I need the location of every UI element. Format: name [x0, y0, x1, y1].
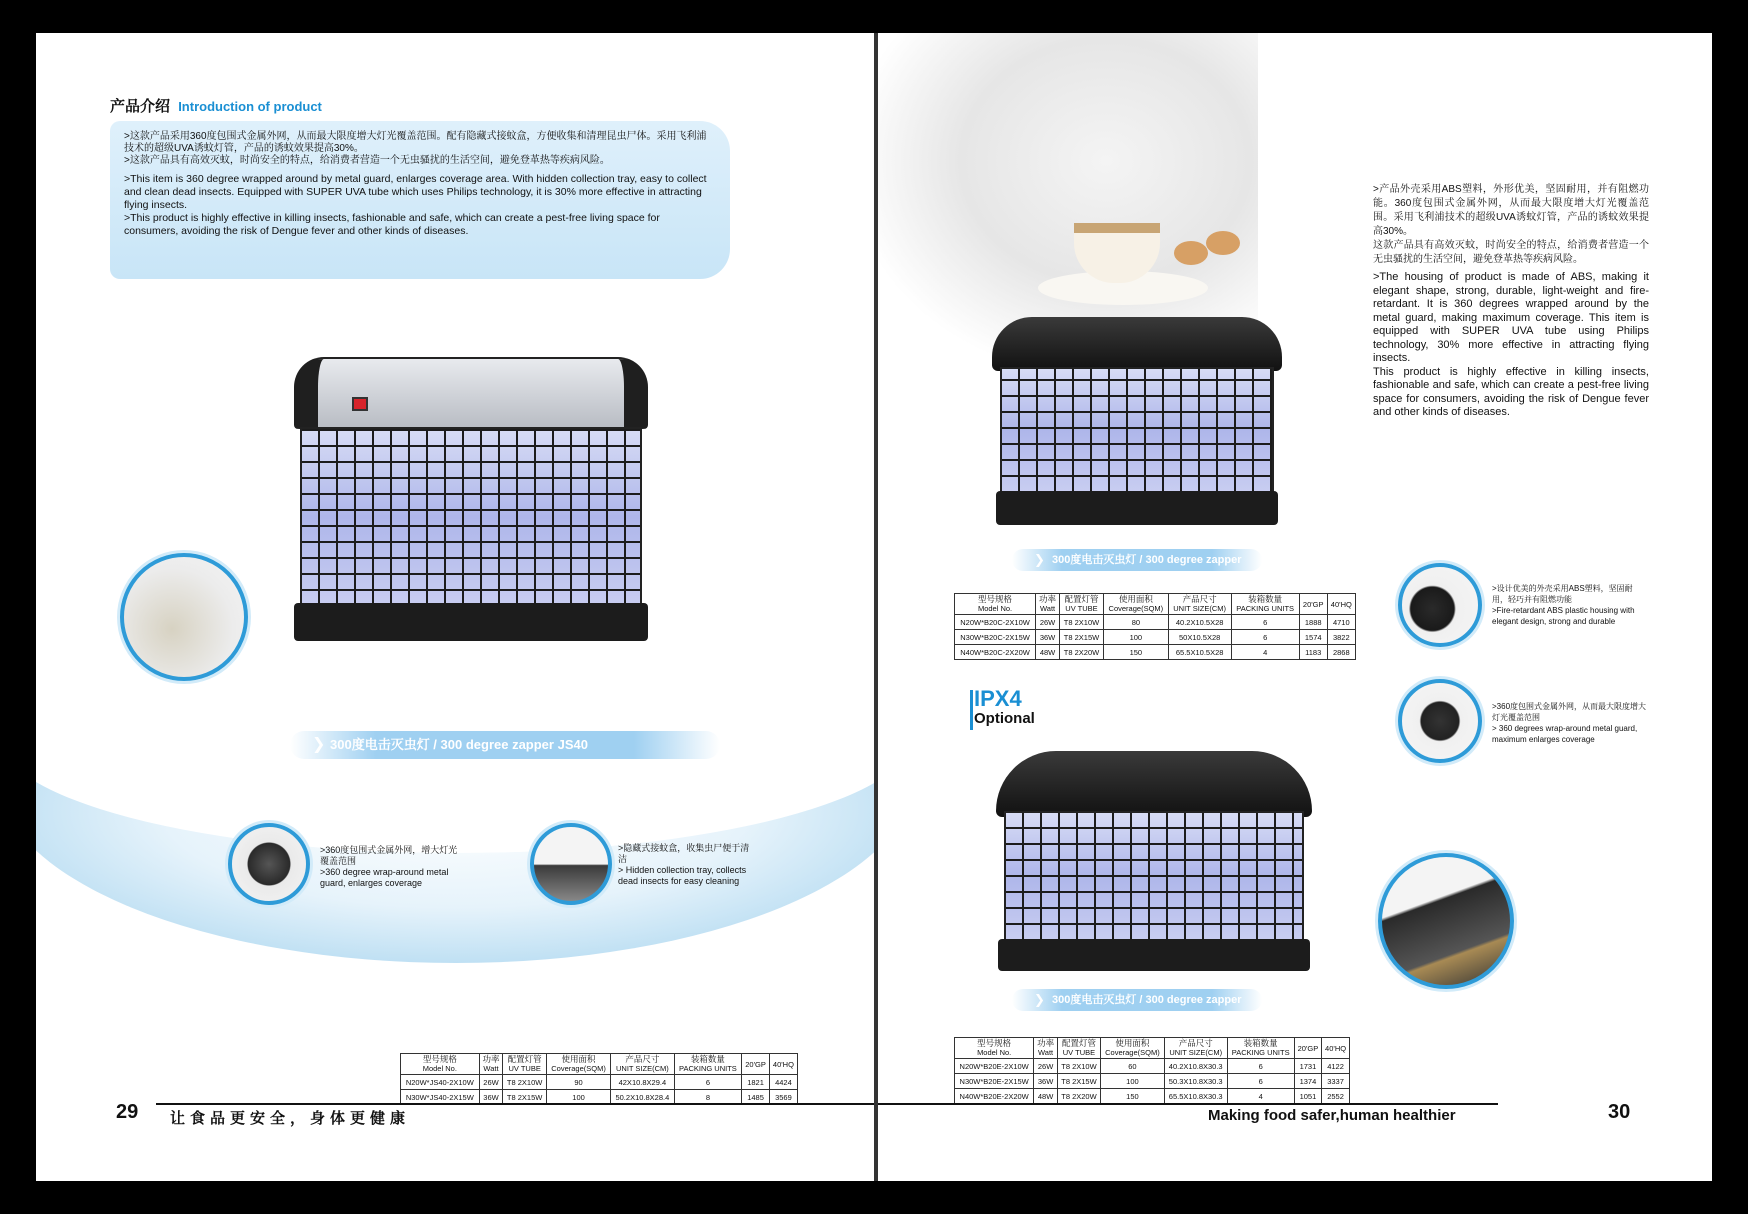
table-cell: 90 — [546, 1075, 610, 1090]
table-header-row — [955, 1038, 1350, 1059]
table-cell: 100 — [1103, 630, 1168, 645]
table-header-cell: 使用面积 Coverage(SQM) — [546, 1054, 610, 1075]
intro-text-box — [110, 121, 730, 279]
product-image-b20e — [996, 751, 1312, 977]
right-feature-2: >360度包围式金属外网，从而最大限度增大灯光覆盖范围 > 360 degrees wrap-around metal guard, maximum enlarges coverage — [1492, 702, 1647, 744]
table-cell: 36W — [479, 1090, 503, 1105]
table-header-cell: 装箱数量 PACKING UNITS — [674, 1054, 742, 1075]
table-cell: 80 — [1103, 615, 1168, 630]
intro-cn-2: >这款产品具有高效灭蚊，时尚安全的特点，给消费者营造一个无虫骚扰的生活空间，避免登革热等疾病风险。 — [124, 155, 610, 166]
table-row — [955, 1059, 1350, 1074]
footer-rule — [156, 1103, 874, 1105]
detail-circle-hidden-tray — [530, 823, 612, 905]
table-row — [955, 615, 1356, 630]
table-cell: 1183 — [1299, 645, 1327, 660]
table-header-cell: 功率 Watt — [1034, 1038, 1058, 1059]
table-header-cell: 装箱数量 PACKING UNITS — [1231, 594, 1299, 615]
product-caption-js40: ❯ 300度电击灭虫灯 / 300 degree zapper JS40 — [290, 731, 720, 759]
right-desc-cn-2: 这款产品具有高效灭蚊，时尚安全的特点，给消费者营造一个无虫骚扰的生活空间，避免登革热等疾病风险。 — [1373, 240, 1649, 265]
product-image-b20c — [992, 317, 1282, 531]
table-header-cell: 配置灯管 UV TUBE — [1057, 1038, 1100, 1059]
left-page — [36, 33, 874, 1181]
table-cell: 48W — [1036, 645, 1060, 660]
table-cell: 3569 — [769, 1090, 797, 1105]
table-cell: 50X10.5X28 — [1168, 630, 1231, 645]
table-cell: N30W*B20E-2X15W — [955, 1074, 1034, 1089]
table-header-cell: 40'HQ — [769, 1054, 797, 1075]
table-header-cell: 使用面积 Coverage(SQM) — [1101, 1038, 1165, 1059]
product-caption-b20c: ❯ 300度电击灭虫灯 / 300 degree zapper B20C — [1012, 549, 1262, 571]
right-desc-en-2: This product is highly effective in killing insects, fashionable and safe, which can create a pest-free living space for consumers, avoiding the risk of Dengue fever and other kinds of diseases. — [1373, 365, 1649, 418]
table-cell: 8 — [674, 1090, 742, 1105]
spec-table-b20c — [954, 593, 1356, 660]
table-cell: 1888 — [1299, 615, 1327, 630]
table-row — [955, 1089, 1350, 1104]
table-cell: 1574 — [1299, 630, 1327, 645]
table-cell: 6 — [1227, 1074, 1294, 1089]
table-header-cell: 功率 Watt — [1036, 594, 1060, 615]
table-cell: 26W — [1036, 615, 1060, 630]
table-cell: 6 — [1231, 615, 1299, 630]
table-cell: 150 — [1103, 645, 1168, 660]
table-header-cell: 配置灯管 UV TUBE — [503, 1054, 547, 1075]
table-cell: T8 2X20W — [1060, 645, 1104, 660]
table-header-cell: 20'GP — [1299, 594, 1327, 615]
table-header-cell: 装箱数量 PACKING UNITS — [1227, 1038, 1294, 1059]
table-cell: T8 2X10W — [1057, 1059, 1100, 1074]
table-cell: 26W — [1034, 1059, 1058, 1074]
table-cell: 1051 — [1294, 1089, 1321, 1104]
table-header-cell: 使用面积 Coverage(SQM) — [1103, 594, 1168, 615]
table-header-cell: 型号规格 Model No. — [955, 594, 1036, 615]
table-cell: 1485 — [742, 1090, 770, 1105]
table-cell: 4122 — [1322, 1059, 1350, 1074]
table-cell: T8 2X15W — [1060, 630, 1104, 645]
intro-en-2: >This product is highly effective in killing insects, fashionable and safe, which can create a pest-free living space for consumers, avoiding the risk of Dengue fever and other kinds of diseases. — [124, 212, 660, 237]
table-cell: 3337 — [1322, 1074, 1350, 1089]
table-header-cell: 40'HQ — [1327, 594, 1355, 615]
intro-heading-cn: 产品介绍 — [110, 98, 171, 115]
intro-heading-en: Introduction of product — [178, 99, 322, 114]
intro-cn-1: >这款产品采用360度包围式金属外网，从而最大限度增大灯光覆盖范围。配有隐藏式接蚊盒，方便收集和清理昆虫尸体。采用飞利浦技术的超级UVA诱蚊灯管，产品的诱蚊效果提高30%。 — [124, 131, 707, 154]
table-cell: 26W — [479, 1075, 503, 1090]
right-desc-cn-1: >产品外壳采用ABS塑料，外形优美，坚固耐用，并有阻燃功能。360度包围式金属外网，从而最大限度增大灯光覆盖范围。采用飞利浦技术的超级UVA诱蚊灯管，产品的诱蚊效果提高30%。 — [1373, 184, 1649, 237]
table-cell: T8 2X20W — [1057, 1089, 1100, 1104]
table-cell: 100 — [1101, 1074, 1165, 1089]
table-cell: 2552 — [1322, 1089, 1350, 1104]
table-cell: 65.5X10.5X28 — [1168, 645, 1231, 660]
spec-table-js40 — [400, 1053, 798, 1105]
table-cell: N40W*B20E-2X20W — [955, 1089, 1034, 1104]
table-header-cell: 20'GP — [1294, 1038, 1321, 1059]
table-cell: N30W*B20C-2X15W — [955, 630, 1036, 645]
table-cell: 48W — [1034, 1089, 1058, 1104]
table-header-cell: 产品尺寸 UNIT SIZE(CM) — [1168, 594, 1231, 615]
detail-circle-360-guard — [1398, 679, 1482, 763]
table-cell: 42X10.8X29.4 — [611, 1075, 674, 1090]
slogan-cn: 让食品更安全，身体更健康 — [170, 1110, 411, 1127]
table-cell: 150 — [1101, 1089, 1165, 1104]
ipx4-badge — [974, 688, 1035, 728]
table-header-cell: 功率 Watt — [479, 1054, 503, 1075]
table-cell: 6 — [1231, 630, 1299, 645]
left-feature-2: >隐藏式接蚊盒，收集虫尸便于清洁 > Hidden collection tray, collects dead insects for easy cleaning — [618, 843, 750, 886]
left-feature-1: >360度包围式金属外网，增大灯光覆盖范围 >360 degree wrap-around metal guard, enlarges coverage — [320, 845, 458, 888]
footer-rule — [878, 1103, 1498, 1105]
table-header-cell: 型号规格 Model No. — [401, 1054, 480, 1075]
table-cell: 4424 — [769, 1075, 797, 1090]
table-cell: 60 — [1101, 1059, 1165, 1074]
table-cell: 65.5X10.8X30.3 — [1164, 1089, 1227, 1104]
table-cell: 40.2X10.5X28 — [1168, 615, 1231, 630]
product-image-js40 — [294, 357, 648, 647]
ipx4-label: IPX4 — [974, 686, 1022, 711]
table-cell: 50.2X10.8X28.4 — [611, 1090, 674, 1105]
table-cell: T8 2X10W — [503, 1075, 547, 1090]
page-number-right: 30 — [1608, 1101, 1631, 1123]
table-cell: 36W — [1036, 630, 1060, 645]
table-cell: 6 — [1227, 1059, 1294, 1074]
right-feature-1: >设计优美的外壳采用ABS塑料，坚固耐用，轻巧并有阻燃功能 >Fire-retardant ABS plastic housing with elegant design, strong and durable — [1492, 584, 1635, 626]
detail-circle-wraparound-guard — [228, 823, 310, 905]
table-row — [955, 645, 1356, 660]
right-description — [1373, 183, 1649, 420]
table-cell: 3822 — [1327, 630, 1355, 645]
table-header-row — [955, 594, 1356, 615]
table-cell: T8 2X15W — [1057, 1074, 1100, 1089]
table-cell: 4 — [1231, 645, 1299, 660]
chevron-right-icon: ❯ — [312, 736, 326, 753]
table-header-cell: 40'HQ — [1322, 1038, 1350, 1059]
table-cell: 100 — [546, 1090, 610, 1105]
detail-circle-b20e-tray — [1378, 853, 1514, 989]
table-header-row — [401, 1054, 798, 1075]
detail-circle-tray-closeup — [120, 553, 248, 681]
slogan-en: Making food safer,human healthier — [1208, 1107, 1456, 1124]
table-header-cell: 型号规格 Model No. — [955, 1038, 1034, 1059]
chevron-right-icon: ❯ — [1034, 552, 1045, 567]
table-cell: N40W*B20C-2X20W — [955, 645, 1036, 660]
background-photo-tea — [878, 33, 1258, 353]
table-cell: N20W*JS40-2X10W — [401, 1075, 480, 1090]
table-cell: 1731 — [1294, 1059, 1321, 1074]
table-cell: 4 — [1227, 1089, 1294, 1104]
table-cell: 6 — [674, 1075, 742, 1090]
table-row — [955, 630, 1356, 645]
table-cell: N30W*JS40-2X15W — [401, 1090, 480, 1105]
chevron-right-icon: ❯ — [1034, 992, 1045, 1007]
table-row — [955, 1074, 1350, 1089]
page-number-left: 29 — [116, 1101, 139, 1123]
table-cell: 1374 — [1294, 1074, 1321, 1089]
intro-heading — [110, 95, 322, 116]
table-header-cell: 产品尺寸 UNIT SIZE(CM) — [611, 1054, 674, 1075]
ipx4-optional-label: Optional — [974, 710, 1035, 727]
table-cell: N20W*B20E-2X10W — [955, 1059, 1034, 1074]
table-cell: 1821 — [742, 1075, 770, 1090]
table-cell: 40.2X10.8X30.3 — [1164, 1059, 1227, 1074]
table-cell: T8 2X10W — [1060, 615, 1104, 630]
table-cell: 2868 — [1327, 645, 1355, 660]
right-page — [878, 33, 1712, 1181]
table-cell: 4710 — [1327, 615, 1355, 630]
power-switch-icon — [352, 397, 368, 411]
product-caption-b20e: ❯ 300度电击灭虫灯 / 300 degree zapper B20E — [1012, 989, 1262, 1011]
table-cell: T8 2X15W — [503, 1090, 547, 1105]
intro-en-1: >This item is 360 degree wrapped around by metal guard, enlarges coverage area. With hidden collection tray, easy to collect and clean dead insects. Equipped with SUPER UVA tube which uses Philips technology, it is 30% more effective in attracting flying insects. — [124, 173, 707, 211]
right-desc-en-1: >The housing of product is made of ABS, making it elegant shape, strong, durable, light-weight and fire-retardant. It is 360 degrees wrapped around by the metal guard, making maximum coverage. This item is equipped with SUPER UVA tube using Philips technology, 30% more effective in attracting flying insects. — [1373, 271, 1649, 364]
table-row — [401, 1075, 798, 1090]
table-header-cell: 配置灯管 UV TUBE — [1060, 594, 1104, 615]
table-cell: 50.3X10.8X30.3 — [1164, 1074, 1227, 1089]
table-cell: N20W*B20C-2X10W — [955, 615, 1036, 630]
spec-table-b20e — [954, 1037, 1350, 1104]
table-header-cell: 产品尺寸 UNIT SIZE(CM) — [1164, 1038, 1227, 1059]
detail-circle-abs-housing — [1398, 563, 1482, 647]
table-cell: 36W — [1034, 1074, 1058, 1089]
table-header-cell: 20'GP — [742, 1054, 770, 1075]
